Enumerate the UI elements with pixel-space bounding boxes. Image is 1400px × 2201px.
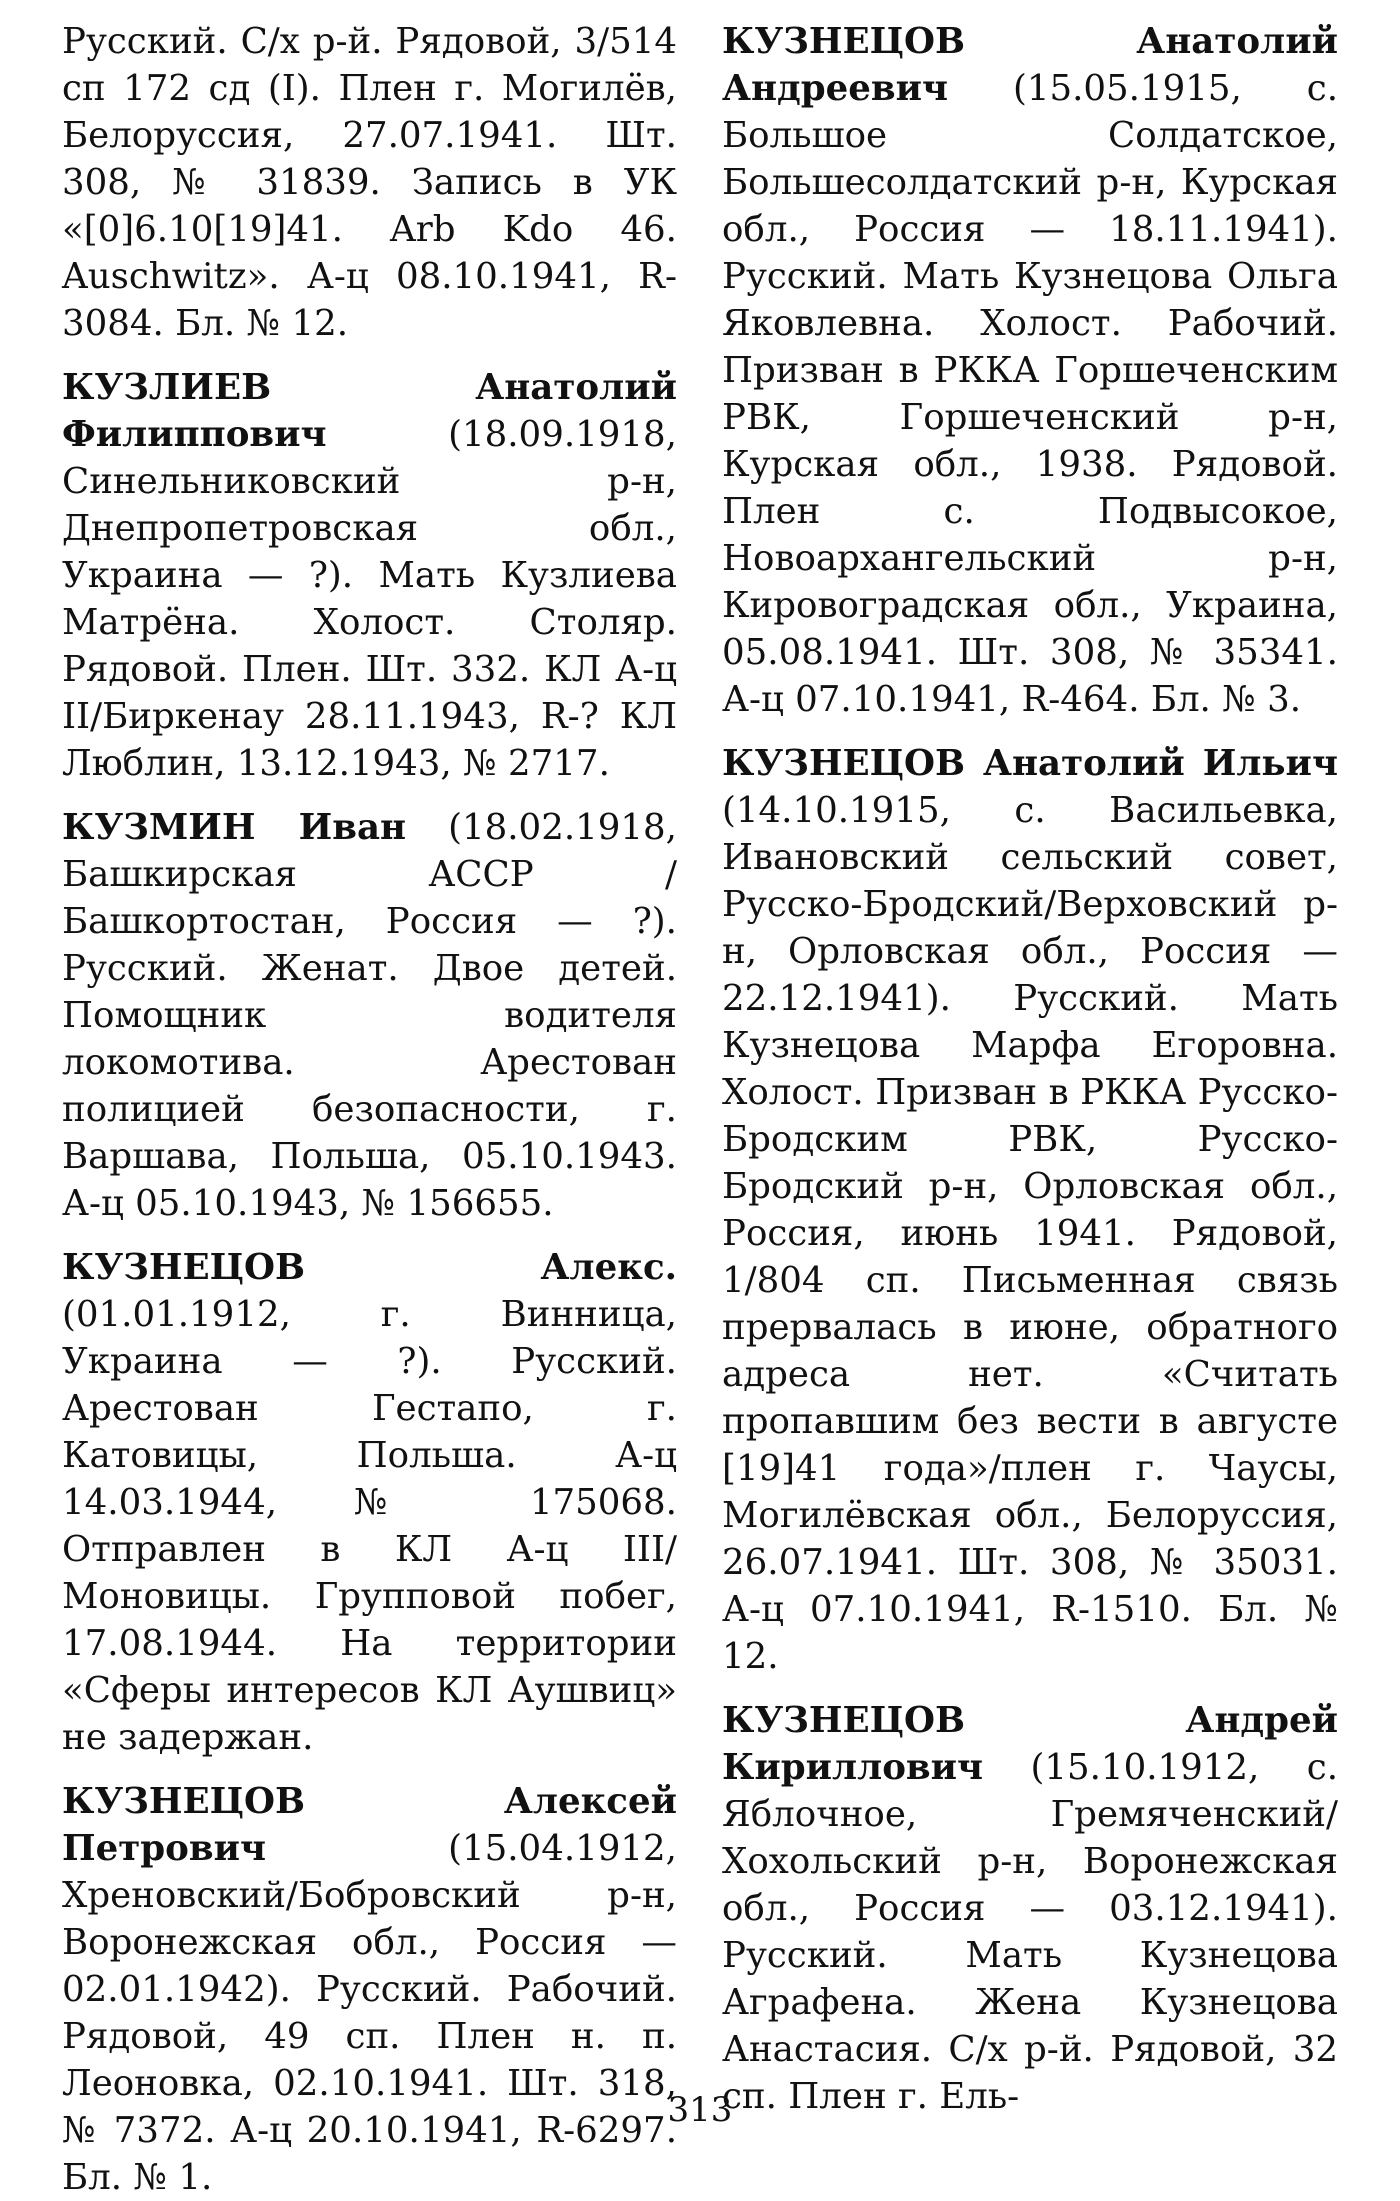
entry-text: (15.05.1915, с. Большое Солдатское, Большесолдатский р-н, Курская обл., Россия — 18.11.1941). Русский. Мать Кузнецова Ольга Яковлевна. Холост. Рабочий. Призван в РККА Горшеченским РВК, Горшеченский р-н, Курская обл., 1938. Рядовой. Плен с. Подвысокое, Новоархангельский р-н, Кировоградская обл., Украина, 05.08.1941. Шт. 308, № 35341. А-ц 07.10.1941, R-464. Бл. № 3. (722, 68, 1338, 720)
entry-text: (01.01.1912, г. Винница, Украина — ?). Русский. Арестован Гестапо, г. Катовицы, Польша. А-ц 14.03.1944, № 175068. Отправлен в КЛ А-ц III/Моновицы. Групповой побег, 17.08.1944. На территории «Сферы интересов КЛ Аушвиц» не задержан. (62, 1294, 677, 1758)
entry-text: (18.09.1918, Синельниковский р-н, Днепропетровская обл., Украина — ?). Мать Кузлиева Матрёна. Холост. Столяр. Рядовой. Плен. Шт. 332. КЛ А-ц II/Биркенау 28.11.1943, R-? КЛ Люблин, 13.12.1943, № 2717. (62, 414, 677, 784)
entry-name: КУЗНЕЦОВ Анатолий Андреевич (722, 21, 1338, 109)
entry-text: (18.02.1918, Башкирская АССР / Башкортостан, Россия — ?). Русский. Женат. Двое детей. Помощник водителя локомотива. Арестован полицией безопасности, г. Варшава, Польша, 05.10.1943. А-ц 05.10.1943, № 156655. (62, 807, 677, 1224)
entry-kuzmin-ivan (62, 804, 677, 1227)
entry-kuznetsov-aleks (62, 1244, 677, 1761)
entry-text: (15.04.1912, Хреновский/Бобровский р-н, Воронежская обл., Россия — 02.01.1942). Русский. Рабочий. Рядовой, 49 сп. Плен н. п. Леоновка, 02.10.1941. Шт. 318, № 7372. А-ц 20.10.1941, R-6297. Бл. № 1. (62, 1828, 677, 2198)
entry-name: КУЗНЕЦОВ Андрей Кириллович (722, 1700, 1338, 1788)
entry-kuzliev-anatoly (62, 364, 677, 787)
entry-name: КУЗНЕЦОВ Алексей Петрович (62, 1781, 677, 1869)
page-number: 313 (667, 2090, 733, 2130)
entry-kuznetsov-andrey (722, 1697, 1338, 2120)
entry-text: Русский. С/х р-й. Рядовой, 3/514 сп 172 сд (I). Плен г. Могилёв, Белоруссия, 27.07.1941. Шт. 308, № 31839. Запись в УК «[0]6.10[19]41. Arb Kdo 46. Auschwitz». А-ц 08.10.1941, R-3084. Бл. № 12. (62, 21, 677, 344)
entry-name: КУЗМИН Иван (62, 807, 407, 848)
entry-text: (15.10.1912, с. Яблочное, Гремяченский/Хохольский р-н, Воронежская обл., Россия — 03.12.1941). Русский. Мать Кузнецова Аграфена. Жена Кузнецова Анастасия. С/х р-й. Рядовой, 32 сп. Плен г. Ель- (722, 1747, 1338, 2117)
right-column (722, 18, 1338, 2120)
entry-kuznetsov-anatoly-andreevich (722, 18, 1338, 723)
entry-name: КУЗЛИЕВ Анатолий Филиппович (62, 367, 677, 455)
entry-text: (14.10.1915, с. Васильевка, Ивановский сельский совет, Русско-Бродский/Верховский р-н, Орловская обл., Россия — 22.12.1941). Русский. Мать Кузнецова Марфа Егоровна. Холост. Призван в РККА Русско-Бродским РВК, Русско-Бродский р-н, Орловская обл., Россия, июнь 1941. Рядовой, 1/804 сп. Письменная связь прервалась в июне, обратного адреса нет. «Считать пропавшим без вести в августе [19]41 года»/плен г. Чаусы, Могилёвская обл., Белоруссия, 26.07.1941. Шт. 308, № 35031. А-ц 07.10.1941, R-1510. Бл. № 12. (722, 790, 1338, 1677)
entry-continuation (62, 18, 677, 347)
entry-name: КУЗНЕЦОВ Алекс. (62, 1247, 677, 1288)
entry-name: КУЗНЕЦОВ Анатолий Ильич (722, 743, 1338, 784)
entry-kuznetsov-anatoly-ilyich (722, 740, 1338, 1680)
entry-kuznetsov-aleksey (62, 1778, 677, 2201)
left-column (62, 18, 677, 2201)
